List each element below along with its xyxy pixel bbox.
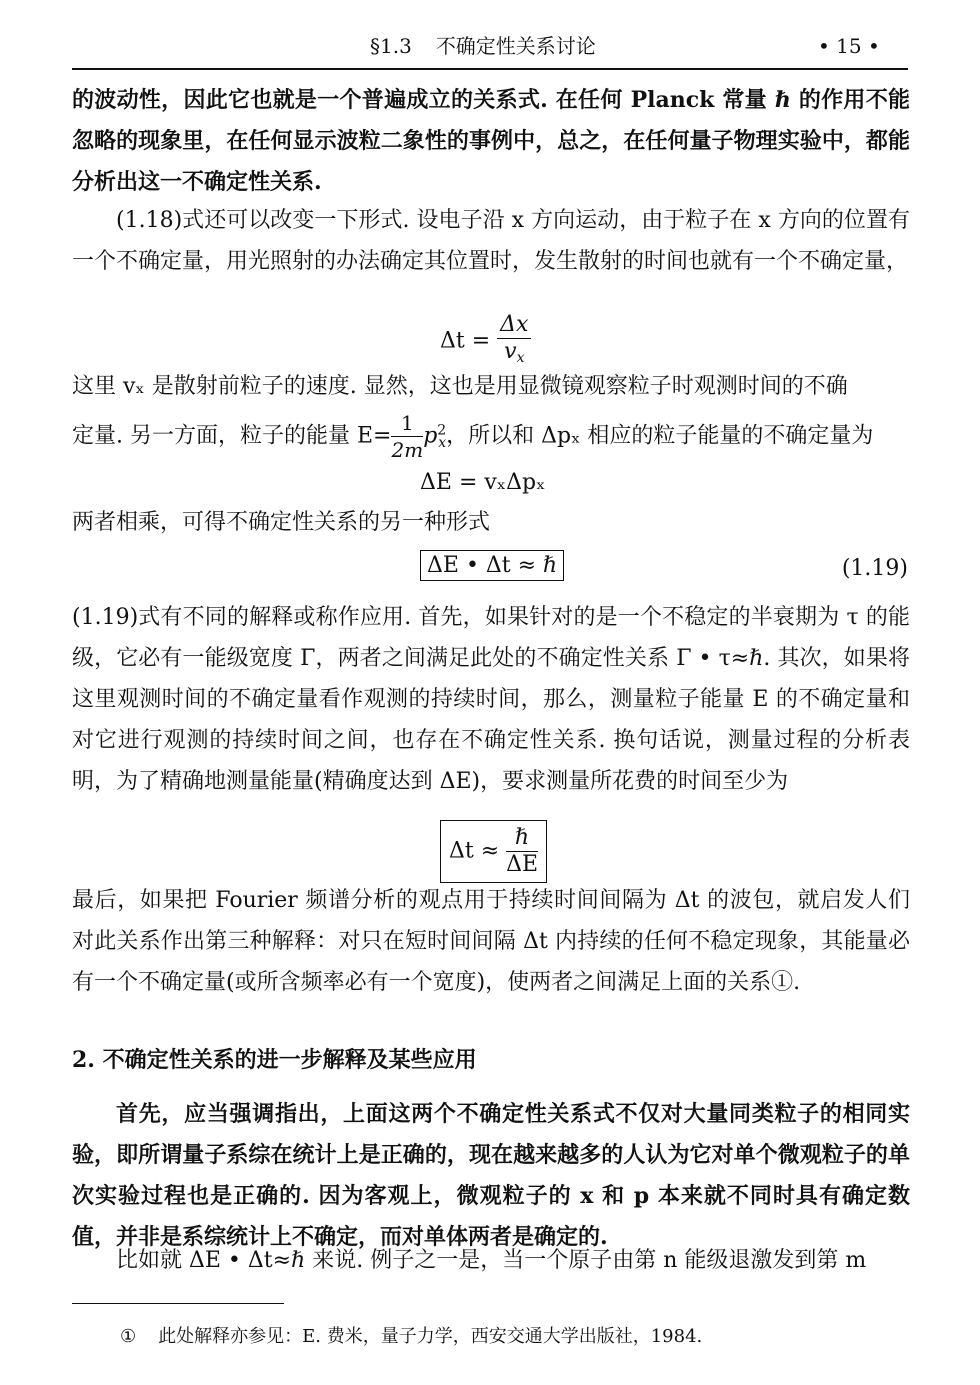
header-rule (72, 68, 908, 70)
page-number: • 15 • (818, 34, 880, 58)
equation-dt-denominator: $v_x$ (504, 339, 525, 366)
equation-dt-numerator: Δx (497, 312, 531, 339)
running-header (370, 28, 596, 64)
paragraph-3-line-2: 定量. 另一方面，粒子的能量 E= $\frac{1}{2m}$ $p^2_x$，所以和 Δpₓ 相应的粒子能量的不确定量为 (72, 411, 874, 462)
equation-dt-lhs: Δt = (440, 328, 491, 354)
footnote-mark: ① (120, 1326, 137, 1347)
paragraph-4: 两者相乘，可得不确定性关系的另一种形式 (72, 510, 491, 535)
equation-dt-hbar-box (440, 820, 547, 883)
equation-dt-hbar-denominator: ΔE (506, 852, 539, 877)
section-title: 不确定性关系讨论 (435, 34, 596, 58)
equation-dt-hbar-lhs: Δt ≈ (449, 838, 500, 864)
paragraph-1: 的波动性，因此它也就是一个普遍成立的关系式. 在任何 Planck 常量 ℏ 的作用不能忽略的现象里，在任何显示波粒二象性的事例中，总之，在任何量子物理实验中，都能分析出这一不确定性关系. (72, 87, 910, 195)
section-heading-2: 2. 不确定性关系的进一步解释及某些应用 (72, 1047, 477, 1073)
equation-1-19-box: ΔE • Δt ≈ ℏ (420, 550, 564, 581)
equation-dt-hbar-fraction (506, 825, 538, 878)
equation-dt-fraction (497, 312, 531, 371)
energy-text-post: ，所以和 Δpₓ 相应的粒子能量的不确定量为 (446, 423, 874, 449)
paragraph-6: 最后，如果把 Fourier 频谱分析的观点用于持续时间间隔为 Δt 的波包，就启发人们对此关系作出第三种解释：对只在短时间间隔 Δt 内持续的任何不稳定现象，其能量必有一个不确定量(或所含频率必有一个宽度)，使两者之间满足上面的关系①. (72, 888, 910, 995)
energy-fraction: $\frac{1}{2m}$ (391, 411, 424, 462)
energy-text-pre: 定量. 另一方面，粒子的能量 E= (72, 423, 392, 449)
section-number: §1.3 (370, 34, 412, 58)
equation-number-1-19: (1.19) (841, 556, 908, 581)
equation-dt (440, 312, 531, 371)
equation-1-19 (420, 553, 564, 578)
paragraph-2: (1.18)式还可以改变一下形式. 设电子沿 x 方向运动，由于粒子在 x 方向的位置有一个不确定量，用光照射的办法确定其位置时，发生散射的时间也就有一个不确定量， (72, 208, 910, 274)
equation-de: ΔE = vₓΔpₓ (420, 470, 546, 495)
footnote-rule (72, 1303, 284, 1304)
paragraph-8: 比如就 ΔE • Δt≈ℏ 来说. 例子之一是，当一个原子由第 n 能级退激发到第 m (116, 1248, 867, 1273)
paragraph-7: 首先，应当强调指出，上面这两个不确定性关系式不仅对大量同类粒子的相同实验，即所谓量子系综在统计上是正确的，现在越来越多的人认为它对单个微观粒子的单次实验过程也是正确的. 因为客观上，微观粒子的 x 和 p 本来就不同时具有确定数值，并非是系综统计上不确定，而对单体两者是确定的. (72, 1101, 910, 1250)
equation-dt-hbar (440, 820, 547, 883)
equation-dt-hbar-numerator: ℏ (506, 825, 538, 852)
footnote (120, 1322, 702, 1352)
footnote-text: 此处解释亦参见：E. 费米，量子力学，西安交通大学出版社，1984. (158, 1326, 703, 1347)
paragraph-5: (1.19)式有不同的解释或称作应用. 首先，如果针对的是一个不稳定的半衰期为 τ 的能级，它必有一能级宽度 Γ，两者之间满足此处的不确定性关系 Γ • τ≈ℏ. 其次，如果将这里观测时间的不确定量看作观测的持续时间，那么，测量粒子能量 E 的不确定量和对它进行观测的持续时间之间，也存在不确定性关系. 换句话说，测量过程的分析表明，为了精确地测量能量(精确度达到 ΔE)，要求测量所花费的时间至少为 (72, 605, 910, 794)
paragraph-3-line-1: 这里 vₓ 是散射前粒子的速度. 显然，这也是用显微镜观察粒子时观测时间的不确 (72, 374, 848, 399)
